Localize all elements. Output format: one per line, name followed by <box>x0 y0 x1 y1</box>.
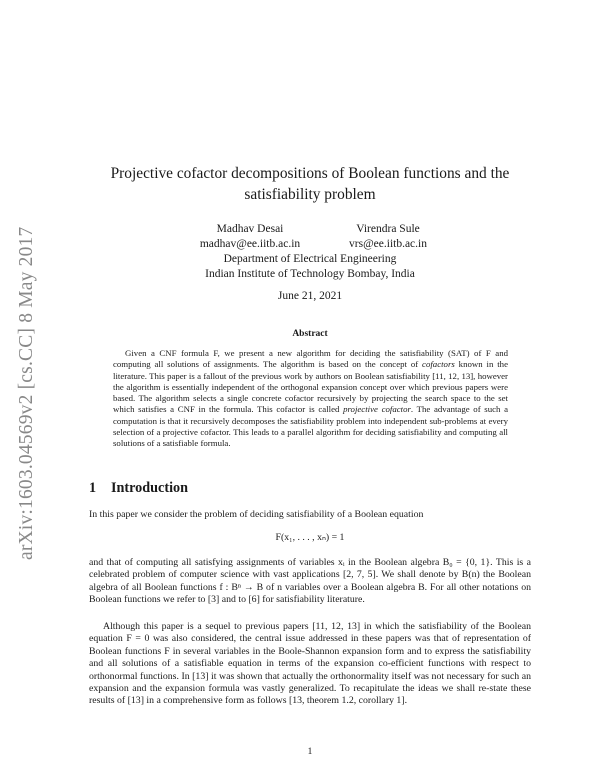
section-number: 1 <box>89 480 97 496</box>
author-name: Virendra Sule <box>356 223 420 235</box>
display-equation: F(x₁, . . . , xₙ) = 1 <box>275 532 345 543</box>
author-block <box>180 222 320 252</box>
section-heading <box>89 480 188 497</box>
abstract-emphasis: projective cofactor <box>343 404 411 415</box>
intro-paragraph: and that of computing all satisfying assignments of variables xᵢ in the Boolean algebra B₀ = {0, 1}. This is a celebrated problem of computer science with vast applications [2, 7, 5]. We shall denote by B(n) the Boolean algebra of all Boolean functions f : Bⁿ → B of n variables over a Boolean algebra B. For all other notations on Boolean functions we refer to [3] and to [6] for satisfiability literature. <box>89 557 531 606</box>
author-email: madhav@ee.iitb.ac.in <box>199 238 301 250</box>
author-block <box>318 222 458 252</box>
abstract-text: Given a CNF formula F, we present a new algorithm for deciding the satisfiability (SAT) of F and computing all solutions of assignments. The algorithm is based on the concept of <box>113 348 508 370</box>
intro-paragraph: In this paper we consider the problem of deciding satisfiability of a Boolean equation <box>89 509 424 520</box>
abstract-emphasis: cofactors <box>422 359 455 370</box>
page-number: 1 <box>307 746 313 757</box>
department: Department of Electrical Engineering <box>223 253 397 265</box>
paper-date: June 21, 2021 <box>277 290 343 302</box>
affiliation <box>150 252 470 282</box>
author-name: Madhav Desai <box>216 223 284 235</box>
author-email: vrs@ee.iitb.ac.in <box>349 238 427 250</box>
abstract-text: known in the literature. This paper is a fallout of the previous work by authors on Boolean satisfiability [11, 12, 13], however the algorithm is essentially independent of the orthogonal expansion concept over which previous papers were based. The algorithm selects a single concrete cofactor recursively by projecting the search space to the set which satisfies a CNF in the formula. This cofactor is called <box>113 359 508 415</box>
abstract-text: . The advantage of such a computation is that it recursively decomposes the satisfiability problem into independent sub-problems at every selection of a projective cofactor. This leads to a parallel algorithm for deciding satisfiability and computing all solutions of a satisfiable formula. <box>113 404 508 449</box>
intro-paragraph: Although this paper is a sequel to previous papers [11, 12, 13] in which the satisfiability of the Boolean equation F = 0 was also considered, the central issue addressed in these papers was that of representation of Boolean functions F in several variables in the Boole-Shannon expansion form and to express the satisfiability and all solutions of a satisfiable equation in terms of the expansion co-efficient functions with respect to orthonormal functions. In [13] it was shown that actually the orthonormality itself was not necessary for such an expansion and the expansion formula was vastly generalized. To recapitulate the ideas we shall re-state these results of [13] in a comprehensive form as follows [13, theorem 1.2, corollary 1]. <box>89 621 531 707</box>
arxiv-identifier-stamp: arXiv:1603.04569v2 [cs.CC] 8 May 2017 <box>16 226 37 560</box>
section-title: Introduction <box>111 480 188 496</box>
abstract-body <box>113 348 508 450</box>
institute: Indian Institute of Technology Bombay, India <box>205 268 415 280</box>
paper-title: Projective cofactor decompositions of Boolean functions and the satisfiability problem <box>110 165 510 203</box>
abstract-heading: Abstract <box>292 329 328 339</box>
